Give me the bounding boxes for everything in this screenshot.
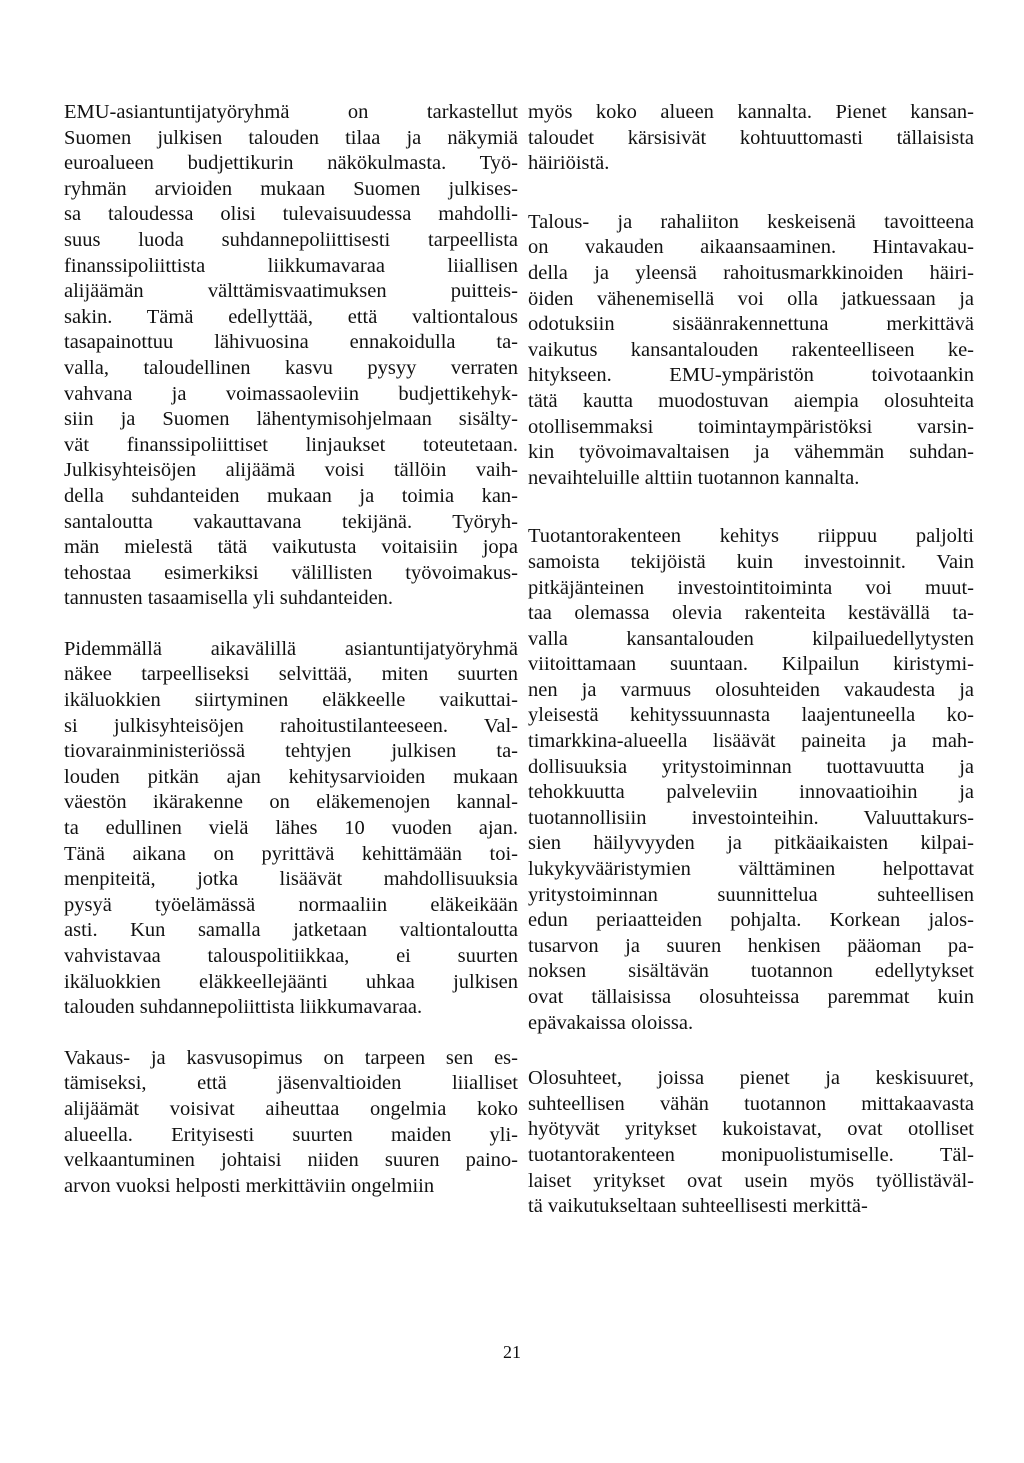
paragraph xyxy=(528,524,974,1036)
text-line: tehostaa esimerkiksi välillisten työvoimakus- xyxy=(64,561,518,584)
text-line: väestön ikärakenne on eläkemenojen kannal- xyxy=(64,791,518,814)
text-line: pitkäjänteinen investointitoiminta voi muut- xyxy=(528,576,974,599)
text-line: yleisestä kehityssuunnasta laajentuneella ko- xyxy=(528,704,974,727)
text-line: vaikutus kansantalouden rakenteelliseen ke- xyxy=(528,338,974,361)
text-line: tasapainottuu lähivuosina ennakoidulla ta- xyxy=(64,331,518,354)
text-line: nen ja varmuus olosuhteiden vakaudesta ja xyxy=(528,678,974,701)
text-line: kin työvoimavaltaisen ja vähemmän suhdan- xyxy=(528,441,974,464)
text-line: vahvana ja voimassaoleviin budjettikehyk- xyxy=(64,382,518,405)
paragraph-gap xyxy=(64,1021,518,1046)
text-line: sien häilyvyyden ja pitkäaikaisten kilpai- xyxy=(528,832,974,855)
text-line: della suhdanteiden mukaan ja toimia kan- xyxy=(64,484,518,507)
text-line: män mielestä tätä vaikutusta voitaisiin jopa xyxy=(64,536,518,559)
text-line: Tänä aikana on pyrittävä kehittämään toi- xyxy=(64,842,518,865)
text-line: häiriöistä. xyxy=(528,152,610,175)
text-line: epävakaissa oloissa. xyxy=(528,1011,694,1034)
text-line: Julkisyhteisöjen alijäämä voisi tällöin vaih- xyxy=(64,459,518,482)
text-line: noksen sisältävän tuotannon edellytykset xyxy=(528,960,974,983)
text-line: hitykseen. EMU-ympäristön toivotaankin xyxy=(528,364,974,387)
text-line: alijäämät voisivat aiheuttaa ongelmia koko xyxy=(64,1097,518,1120)
text-line: vät finanssipoliittiset linjaukset toteutetaan. xyxy=(64,433,518,456)
paragraph xyxy=(528,100,974,177)
page-number: 21 xyxy=(503,1342,521,1362)
text-line: valla kansantalouden kilpailuedellytysten xyxy=(528,627,974,650)
text-line: edun periaatteiden pohjalta. Korkean jalos- xyxy=(528,909,974,932)
text-line: sakin. Tämä edellyttää, että valtiontalous xyxy=(64,305,518,328)
text-line: tuotannollisiin investointeihin. Valuuttakurs- xyxy=(528,806,974,829)
text-line: ikäluokkien eläkkeellejäänti uhkaa julkisen xyxy=(64,970,518,993)
text-line: alijäämän välttämisvaatimuksen puitteis- xyxy=(64,280,518,303)
paragraph xyxy=(528,1066,974,1220)
paragraph xyxy=(64,100,518,612)
text-line: vahvistavaa talouspolitiikkaa, ei suurten xyxy=(64,945,518,967)
text-line: ikäluokkien siirtyminen eläkkeelle vaikuttai- xyxy=(64,689,518,712)
text-line: dollisuuksia yritystoiminnan tuottavuutta ja xyxy=(528,755,974,778)
text-line: siin ja Suomen lähentymisohjelmaan sisälty- xyxy=(64,408,518,431)
paragraph-gap xyxy=(528,491,974,524)
text-line: Talous- ja rahaliiton keskeisenä tavoitteena xyxy=(528,210,974,233)
text-line: näkee tarpeelliseksi selvittää, miten suurten xyxy=(64,663,518,686)
text-line: EMU-asiantuntijatyöryhmä on tarkastellut xyxy=(64,101,518,123)
text-line: alueella. Erityisesti suurten maiden yli- xyxy=(64,1123,518,1146)
text-line: finanssipoliittista liikkumavaraa liiallisen xyxy=(64,254,518,277)
text-line: Suomen julkisen talouden tilaa ja näkymiä xyxy=(64,126,518,149)
text-line: tannusten tasaamisella yli suhdanteiden. xyxy=(64,587,394,610)
text-line: nevaihteluille alttiin tuotannon kannalta. xyxy=(528,466,860,489)
text-line: si julkisyhteisöjen rahoitustilanteeseen. Val- xyxy=(64,714,518,737)
text-line: tiovarainministeriössä tehtyjen julkisen ta- xyxy=(64,740,518,763)
text-line: tehokkuutta palveleviin innovaatioihin ja xyxy=(528,781,974,804)
text-line: öiden vähenemisellä voi olla jatkuessaan ja xyxy=(528,287,974,310)
text-line: tusarvon ja suuren henkisen pääoman pa- xyxy=(528,934,974,957)
text-line: samoista tekijöistä kuin investoinnit. Vain xyxy=(528,550,974,573)
text-line: ovat tällaisissa olosuhteissa paremmat kuin xyxy=(528,986,974,1008)
text-line: tuotantorakenteen monipuolistumiselle. Täl- xyxy=(528,1143,974,1166)
text-line: louden pitkän ajan kehitysarvioiden mukaan xyxy=(64,765,518,788)
text-line: viitoittamaan suuntaan. Kilpailun kiristymi- xyxy=(528,653,974,676)
text-line: on vakauden aikaansaaminen. Hintavakau- xyxy=(528,236,974,259)
text-line: tämiseksi, että jäsenvaltioiden liialliset xyxy=(64,1072,518,1095)
text-line: Olosuhteet, joissa pienet ja keskisuuret, xyxy=(528,1067,974,1090)
text-line: Pidemmällä aikavälillä asiantuntijatyöryhmä xyxy=(64,637,518,660)
paragraph xyxy=(528,210,974,492)
paragraph xyxy=(64,1046,518,1200)
text-line: menpiteitä, jotka lisäävät mahdollisuuksia xyxy=(64,868,518,891)
text-line: euroalueen budjettikurin näkökulmasta. Työ- xyxy=(64,152,518,175)
left-column xyxy=(64,100,518,1199)
text-line: tä vaikutukseltaan suhteellisesti merkittä- xyxy=(528,1195,868,1218)
text-line: velkaantuminen johtaisi niiden suuren paino- xyxy=(64,1149,518,1172)
text-line: hyötyvät yritykset kukoistavat, ovat otolliset xyxy=(528,1118,974,1141)
text-line: taa olemassa olevia rakenteita kestävällä ta- xyxy=(528,602,974,625)
text-line: ta edullinen vielä lähes 10 vuoden ajan. xyxy=(64,817,518,840)
paragraph-gap xyxy=(528,1036,974,1066)
text-line: Vakaus- ja kasvusopimus on tarpeen sen es- xyxy=(64,1046,518,1069)
text-line: talouden suhdannepoliittista liikkumavaraa. xyxy=(64,996,423,1019)
text-line: taloudet kärsisivät kohtuuttomasti tällaisista xyxy=(528,126,974,149)
text-line: santaloutta vakauttavana tekijänä. Työryh- xyxy=(64,510,518,533)
text-line: asti. Kun samalla jatketaan valtiontaloutta xyxy=(64,919,518,942)
text-line: timarkkina-alueella lisäävät paineita ja mah- xyxy=(528,730,974,753)
right-column xyxy=(528,100,974,1220)
text-line: sa taloudessa olisi tulevaisuudessa mahdolli- xyxy=(64,203,518,226)
text-line: arvon vuoksi helposti merkittäviin ongelmiin xyxy=(64,1174,435,1197)
text-line: suhteellisen vähän tuotannon mittakaavasta xyxy=(528,1092,974,1115)
text-line: ryhmän arvioiden mukaan Suomen julkises- xyxy=(64,177,518,200)
text-line: Tuotantorakenteen kehitys riippuu paljolti xyxy=(528,525,974,548)
text-line: pysyä työelämässä normaaliin eläkeikään xyxy=(64,893,518,916)
paragraph-gap xyxy=(528,177,974,210)
text-line: otollisemmaksi toimintaympäristöksi varsin- xyxy=(528,415,974,438)
text-line: yritystoiminnan suunnittelua suhteellisen xyxy=(528,883,974,906)
text-line: lukykyvääristymien välttäminen helpottavat xyxy=(528,858,974,881)
text-line: odotuksiin sisäänrakennettuna merkittävä xyxy=(528,313,974,336)
text-line: suus luoda suhdannepoliittisesti tarpeellista xyxy=(64,228,518,251)
text-line: myös koko alueen kannalta. Pienet kansan- xyxy=(528,101,974,123)
paragraph xyxy=(64,637,518,1021)
text-line: tätä kautta muodostuvan aiempia olosuhteita xyxy=(528,389,974,412)
text-line: valla, taloudellinen kasvu pysyy verraten xyxy=(64,356,518,379)
text-line: laiset yritykset ovat usein myös työllistäväl- xyxy=(528,1169,974,1192)
paragraph-gap xyxy=(64,612,518,637)
text-line: della ja yleensä rahoitusmarkkinoiden häiri- xyxy=(528,261,974,284)
